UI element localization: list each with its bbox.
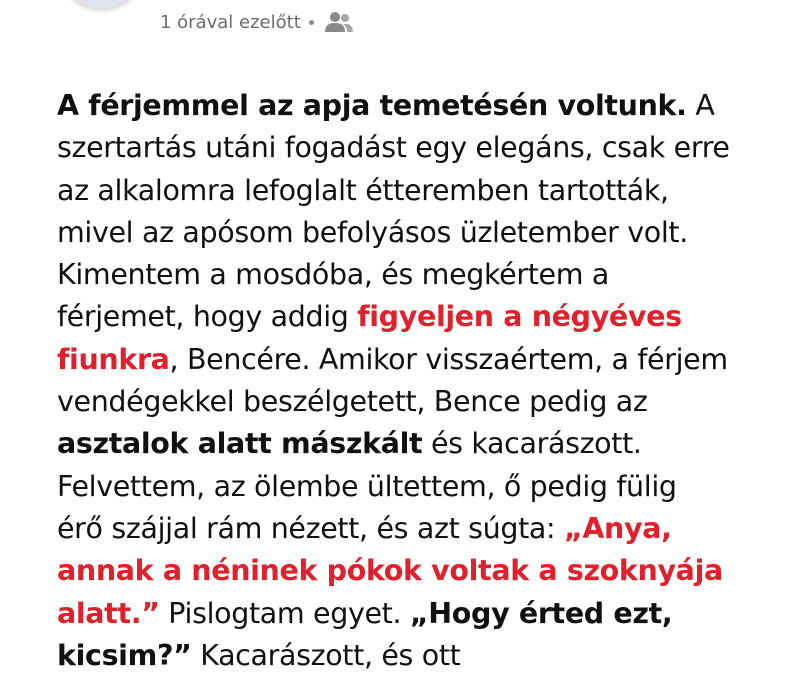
text-line: kicsim?” Kacarászott, és ott bbox=[57, 638, 461, 672]
post-text bbox=[57, 85, 797, 677]
bold-text: kicsim?” bbox=[57, 638, 192, 672]
people-icon[interactable] bbox=[324, 11, 354, 33]
bold-text: „Hogy érted ezt, bbox=[409, 596, 673, 630]
highlight-text: „Anya, bbox=[563, 511, 672, 545]
text-line: szertartás utáni fogadást egy elegáns, csak erre bbox=[57, 131, 730, 165]
text-line: A férjemmel az apja temetésén voltunk. A bbox=[57, 89, 715, 122]
text-line: mivel az apósom befolyásos üzletember volt. bbox=[57, 215, 688, 249]
separator-dot bbox=[309, 20, 314, 25]
highlight-text: fiunkra bbox=[57, 342, 170, 376]
avatar[interactable] bbox=[62, 0, 142, 8]
post-meta bbox=[160, 8, 354, 36]
text-line: érő szájjal rám nézett, és azt súgta: „Anya, bbox=[57, 511, 672, 545]
text-line: alatt.” Pislogtam egyet. „Hogy érted ezt, bbox=[57, 596, 673, 630]
text-line: az alkalomra lefoglalt étteremben tartották, bbox=[57, 173, 669, 207]
text-line: férjemet, hogy addig figyeljen a négyéves bbox=[57, 300, 682, 334]
highlight-text: annak a néninek pókok voltak a szoknyája bbox=[57, 554, 723, 588]
text-line bbox=[57, 550, 797, 592]
bold-text: asztalok alatt mászkált bbox=[57, 427, 423, 461]
text-line: Kimentem a mosdóba, és megkértem a bbox=[57, 258, 609, 292]
bold-text: A férjemmel az apja temetésén voltunk. bbox=[57, 89, 687, 122]
post-timestamp[interactable]: 1 órával ezelőtt bbox=[160, 11, 301, 33]
text-line: asztalok alatt mászkált és kacarászott. bbox=[57, 427, 642, 461]
text-line: vendégekkel beszélgetett, Bence pedig az bbox=[57, 385, 648, 419]
highlight-text: alatt.” bbox=[57, 596, 160, 630]
text-line: Felvettem, az ölembe ültettem, ő pedig fülig bbox=[57, 469, 677, 503]
highlight-text: figyeljen a négyéves bbox=[357, 300, 682, 334]
text-line: fiunkra, Bencére. Amikor visszaértem, a férjem bbox=[57, 342, 728, 376]
